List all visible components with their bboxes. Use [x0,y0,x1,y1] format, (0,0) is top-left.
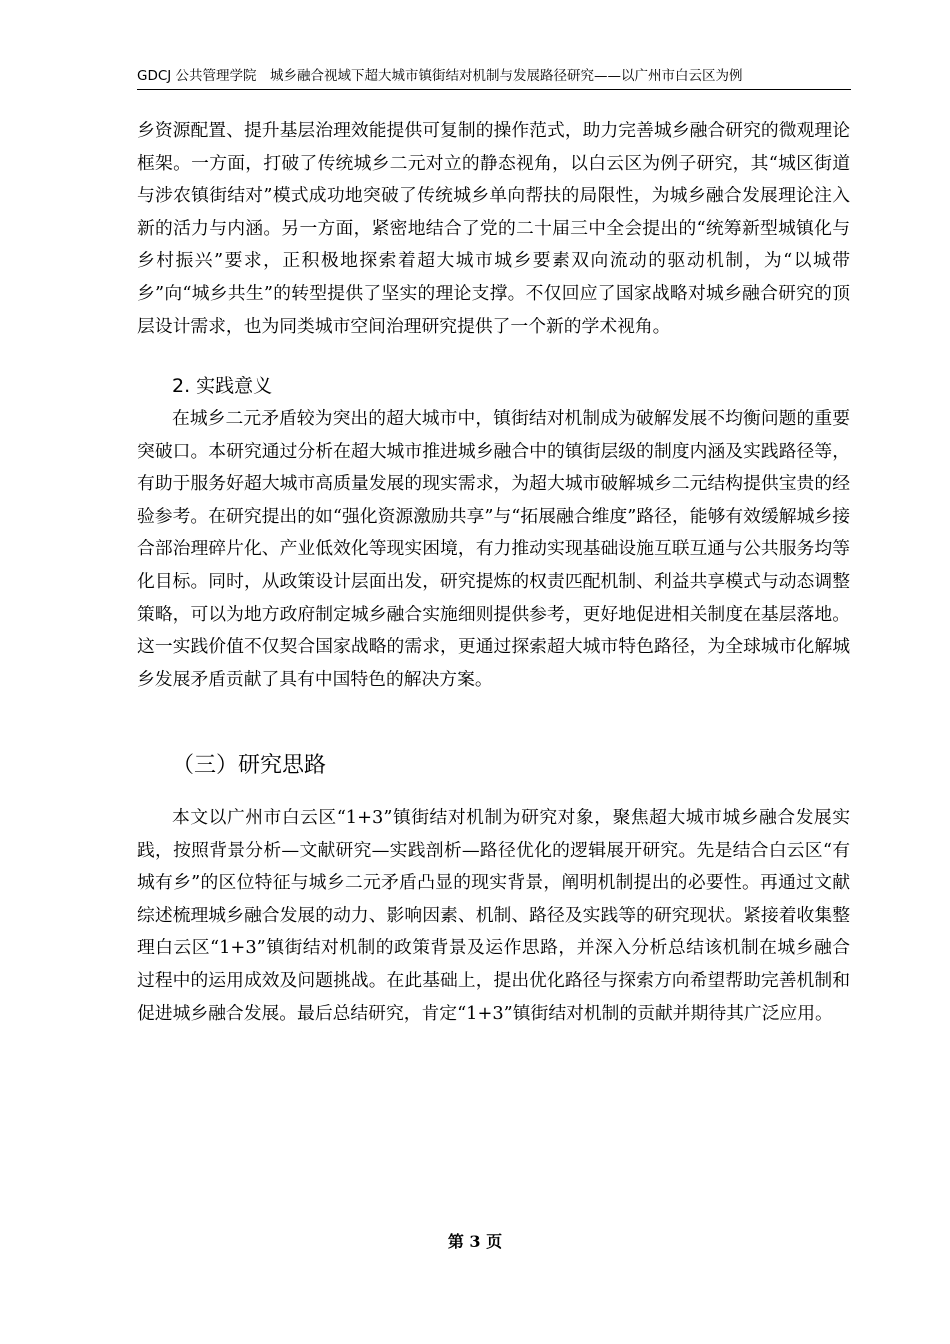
paragraph-theoretical-significance: 乡资源配置、提升基层治理效能提供可复制的操作范式，助力完善城乡融合研究的微观理论框架。一方面，打破了传统城乡二元对立的静态视角，以白云区为例子研究，其“城区街道与涉农镇街结对”模式成功地突破了传统城乡单向帮扶的局限性，为城乡融合发展理论注入新的活力与内涵。另一方面，紧密地结合了党的二十届三中全会提出的“统筹新型城镇化与乡村振兴”要求，正积极地探索着超大城市城乡要素双向流动的驱动机制，为“以城带乡”向“城乡共生”的转型提供了坚实的理论支撑。不仅回应了国家战略对城乡融合研究的顶层设计需求，也为同类城市空间治理研究提供了一个新的学术视角。 [137,120,850,337]
paragraph-research-approach: 本文以广州市白云区“1+3”镇街结对机制为研究对象，聚焦超大城市城乡融合发展实践，按照背景分析—文献研究—实践剖析—路径优化的逻辑展开研究。先是结合白云区“有城有乡”的区位特征与城乡二元矛盾凸显的现实背景，阐明机制提出的必要性。再通过文献综述梳理城乡融合发展的动力、影响因素、机制、路径及实践等的研究现状。紧接着收集整理白云区“1+3”镇街结对机制的政策背景及运作思路，并深入分析总结该机制在城乡融合过程中的运用成效及问题挑战。在此基础上，提出优化路径与探索方向希望帮助完善机制和促进城乡融合发展。最后总结研究，肯定“1+3”镇街结对机制的贡献并期待其广泛应用。 [137,807,850,1024]
header-divider [137,89,851,90]
section-heading-research-approach: （三）研究思路 [172,753,327,778]
subheading-practical-significance: 2. 实践意义 [172,375,273,397]
page-number: 第 3 页 [447,1232,503,1251]
running-header: GDCJ 公共管理学院 城乡融合视域下超大城市镇街结对机制与发展路径研究——以广州市白云区为例 [137,68,743,84]
paragraph-practical-significance: 在城乡二元矛盾较为突出的超大城市中，镇街结对机制成为破解发展不均衡问题的重要突破口。本研究通过分析在超大城市推进城乡融合中的镇街层级的制度内涵及实践路径等，有助于服务好超大城市高质量发展的现实需求，为超大城市破解城乡二元结构提供宝贵的经验参考。在研究提出的如“强化资源激励共享”与“拓展融合维度”路径，能够有效缓解城乡接合部治理碎片化、产业低效化等现实困境，有力推动实现基础设施互联互通与公共服务均等化目标。同时，从政策设计层面出发，研究提炼的权责匹配机制、利益共享模式与动态调整策略，可以为地方政府制定城乡融合实施细则提供参考，更好地促进相关制度在基层落地。这一实践价值不仅契合国家战略的需求，更通过探索超大城市特色路径，为全球城市化解城乡发展矛盾贡献了具有中国特色的解决方案。 [137,408,850,690]
